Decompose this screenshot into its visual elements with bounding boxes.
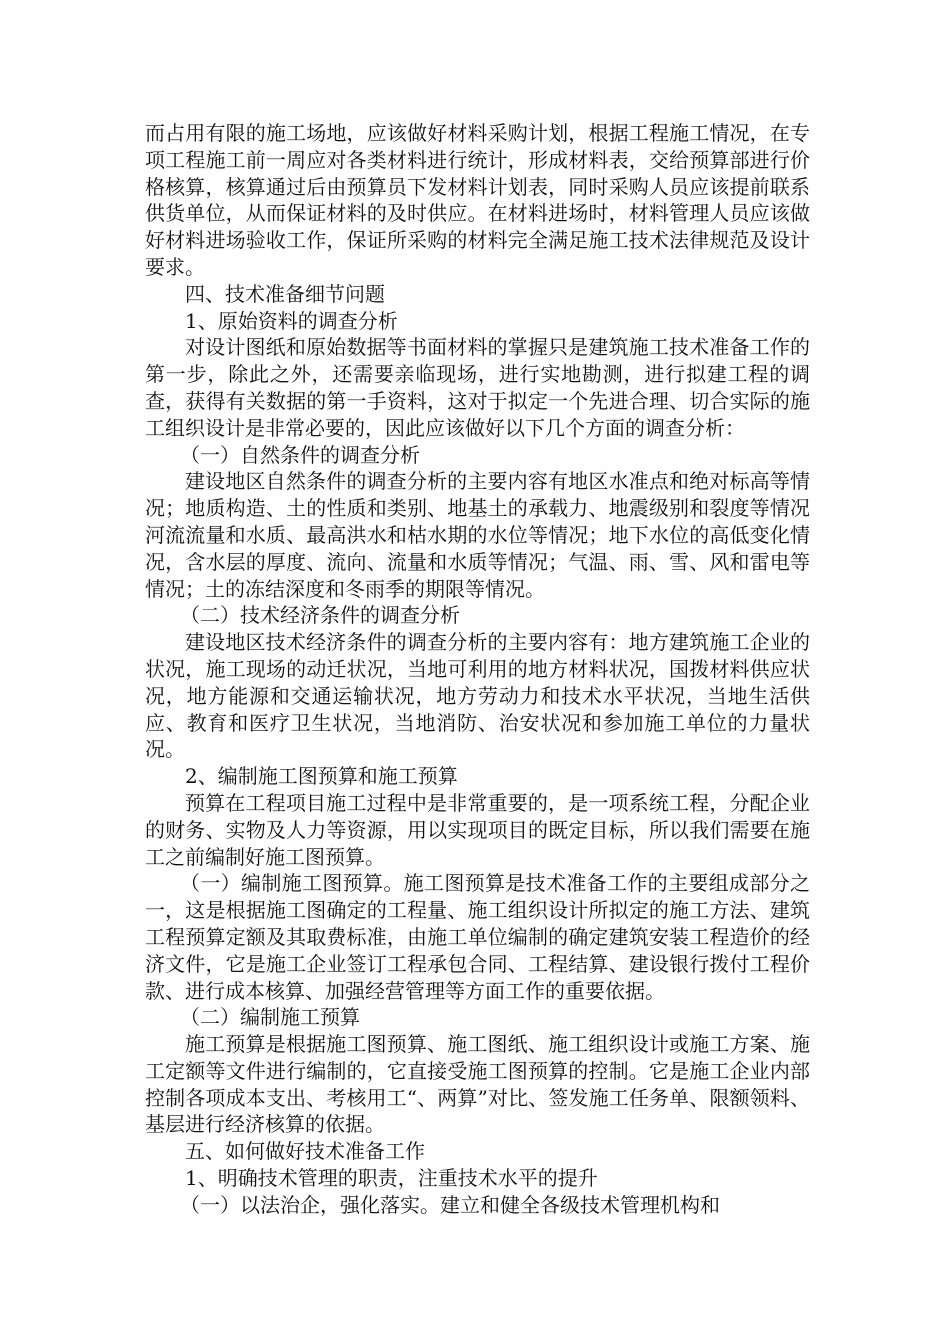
heading-section-4: 四、技术准备细节问题 bbox=[185, 281, 385, 306]
paragraph-rule-by-law: （一）以法治企，强化落实。建立和健全各级技术管理机构和 bbox=[180, 1192, 720, 1217]
paragraph-drawing-budget: （一）编制施工图预算。施工图预算是技术准备工作的主要组成部分之一，这是根据施工图确定的工程量、施工组织设计所拟定的施工方法、建筑工程预算定额及其取费标准，由施工单位编制的确定建筑安装工程造价的经济文件，它是施工企业签订工程承包合同、工程结算、建设银行拨付工程价款、进行成本核算、加强经营管理等方面工作的重要依据。 bbox=[145, 871, 810, 1003]
document-page bbox=[145, 120, 810, 1219]
heading-construction-budget: （二）编制施工预算 bbox=[180, 1005, 360, 1030]
paragraph-material-procurement: 而占用有限的施工场地，应该做好材料采购计划，根据工程施工情况，在专项工程施工前一周应对各类材料进行统计，形成材料表，交给预算部进行价格核算，核算通过后由预算员下发材料计划表，同时采购人员应该提前联系供货单位，从而保证材料的及时供应。在材料进场时，材料管理人员应该做好材料进场验收工作，保证所采购的材料完全满足施工技术法律规范及设计要求。 bbox=[145, 121, 810, 279]
heading-budget-preparation: 2、编制施工图预算和施工预算 bbox=[185, 764, 458, 789]
heading-technical-management: 1、明确技术管理的职责，注重技术水平的提升 bbox=[185, 1166, 598, 1191]
paragraph-site-survey: 对设计图纸和原始数据等书面材料的掌握只是建筑施工技术准备工作的第一步，除此之外，还需要亲临现场，进行实地勘测，进行拟建工程的调查，获得有关数据的第一手资料，这对于拟定一个先进合理、切合实际的施工组织设计是非常必要的，因此应该做好以下几个方面的调查分析： bbox=[145, 335, 810, 440]
heading-economic-conditions: （二）技术经济条件的调查分析 bbox=[180, 603, 460, 628]
paragraph-natural-conditions: 建设地区自然条件的调查分析的主要内容有地区水准点和绝对标高等情况；地质构造、土的性质和类别、地基土的承载力、地震级别和裂度等情况河流流量和水质、最高洪水和枯水期的水位等情况；地下水位的高低变化情况，含水层的厚度、流向、流量和水质等情况；气温、雨、雪、风和雷电等情况；土的冻结深度和冬雨季的期限等情况。 bbox=[145, 469, 810, 601]
paragraph-budget-importance: 预算在工程项目施工过程中是非常重要的，是一项系统工程，分配企业的财务、实物及人力等资源，用以实现项目的既定目标，所以我们需要在施工之前编制好施工图预算。 bbox=[145, 790, 810, 869]
paragraph-economic-conditions: 建设地区技术经济条件的调查分析的主要内容有：地方建筑施工企业的状况，施工现场的动迁状况，当地可利用的地方材料状况，国拨材料供应状况，地方能源和交通运输状况，地方劳动力和技术水平状况，当地生活供应、教育和医疗卫生状况，当地消防、治安状况和参加施工单位的力量状况。 bbox=[145, 630, 810, 762]
paragraph-construction-budget: 施工预算是根据施工图预算、施工图纸、施工组织设计或施工方案、施工定额等文件进行编制的，它直接受施工图预算的控制。它是施工企业内部控制各项成本支出、考核用工“、两算”对比、签发施工任务单、限额领料、基层进行经济核算的依据。 bbox=[145, 1032, 810, 1137]
heading-section-5: 五、如何做好技术准备工作 bbox=[185, 1139, 425, 1164]
heading-natural-conditions: （一）自然条件的调查分析 bbox=[180, 442, 420, 467]
heading-raw-data-analysis: 1、原始资料的调查分析 bbox=[185, 308, 398, 333]
